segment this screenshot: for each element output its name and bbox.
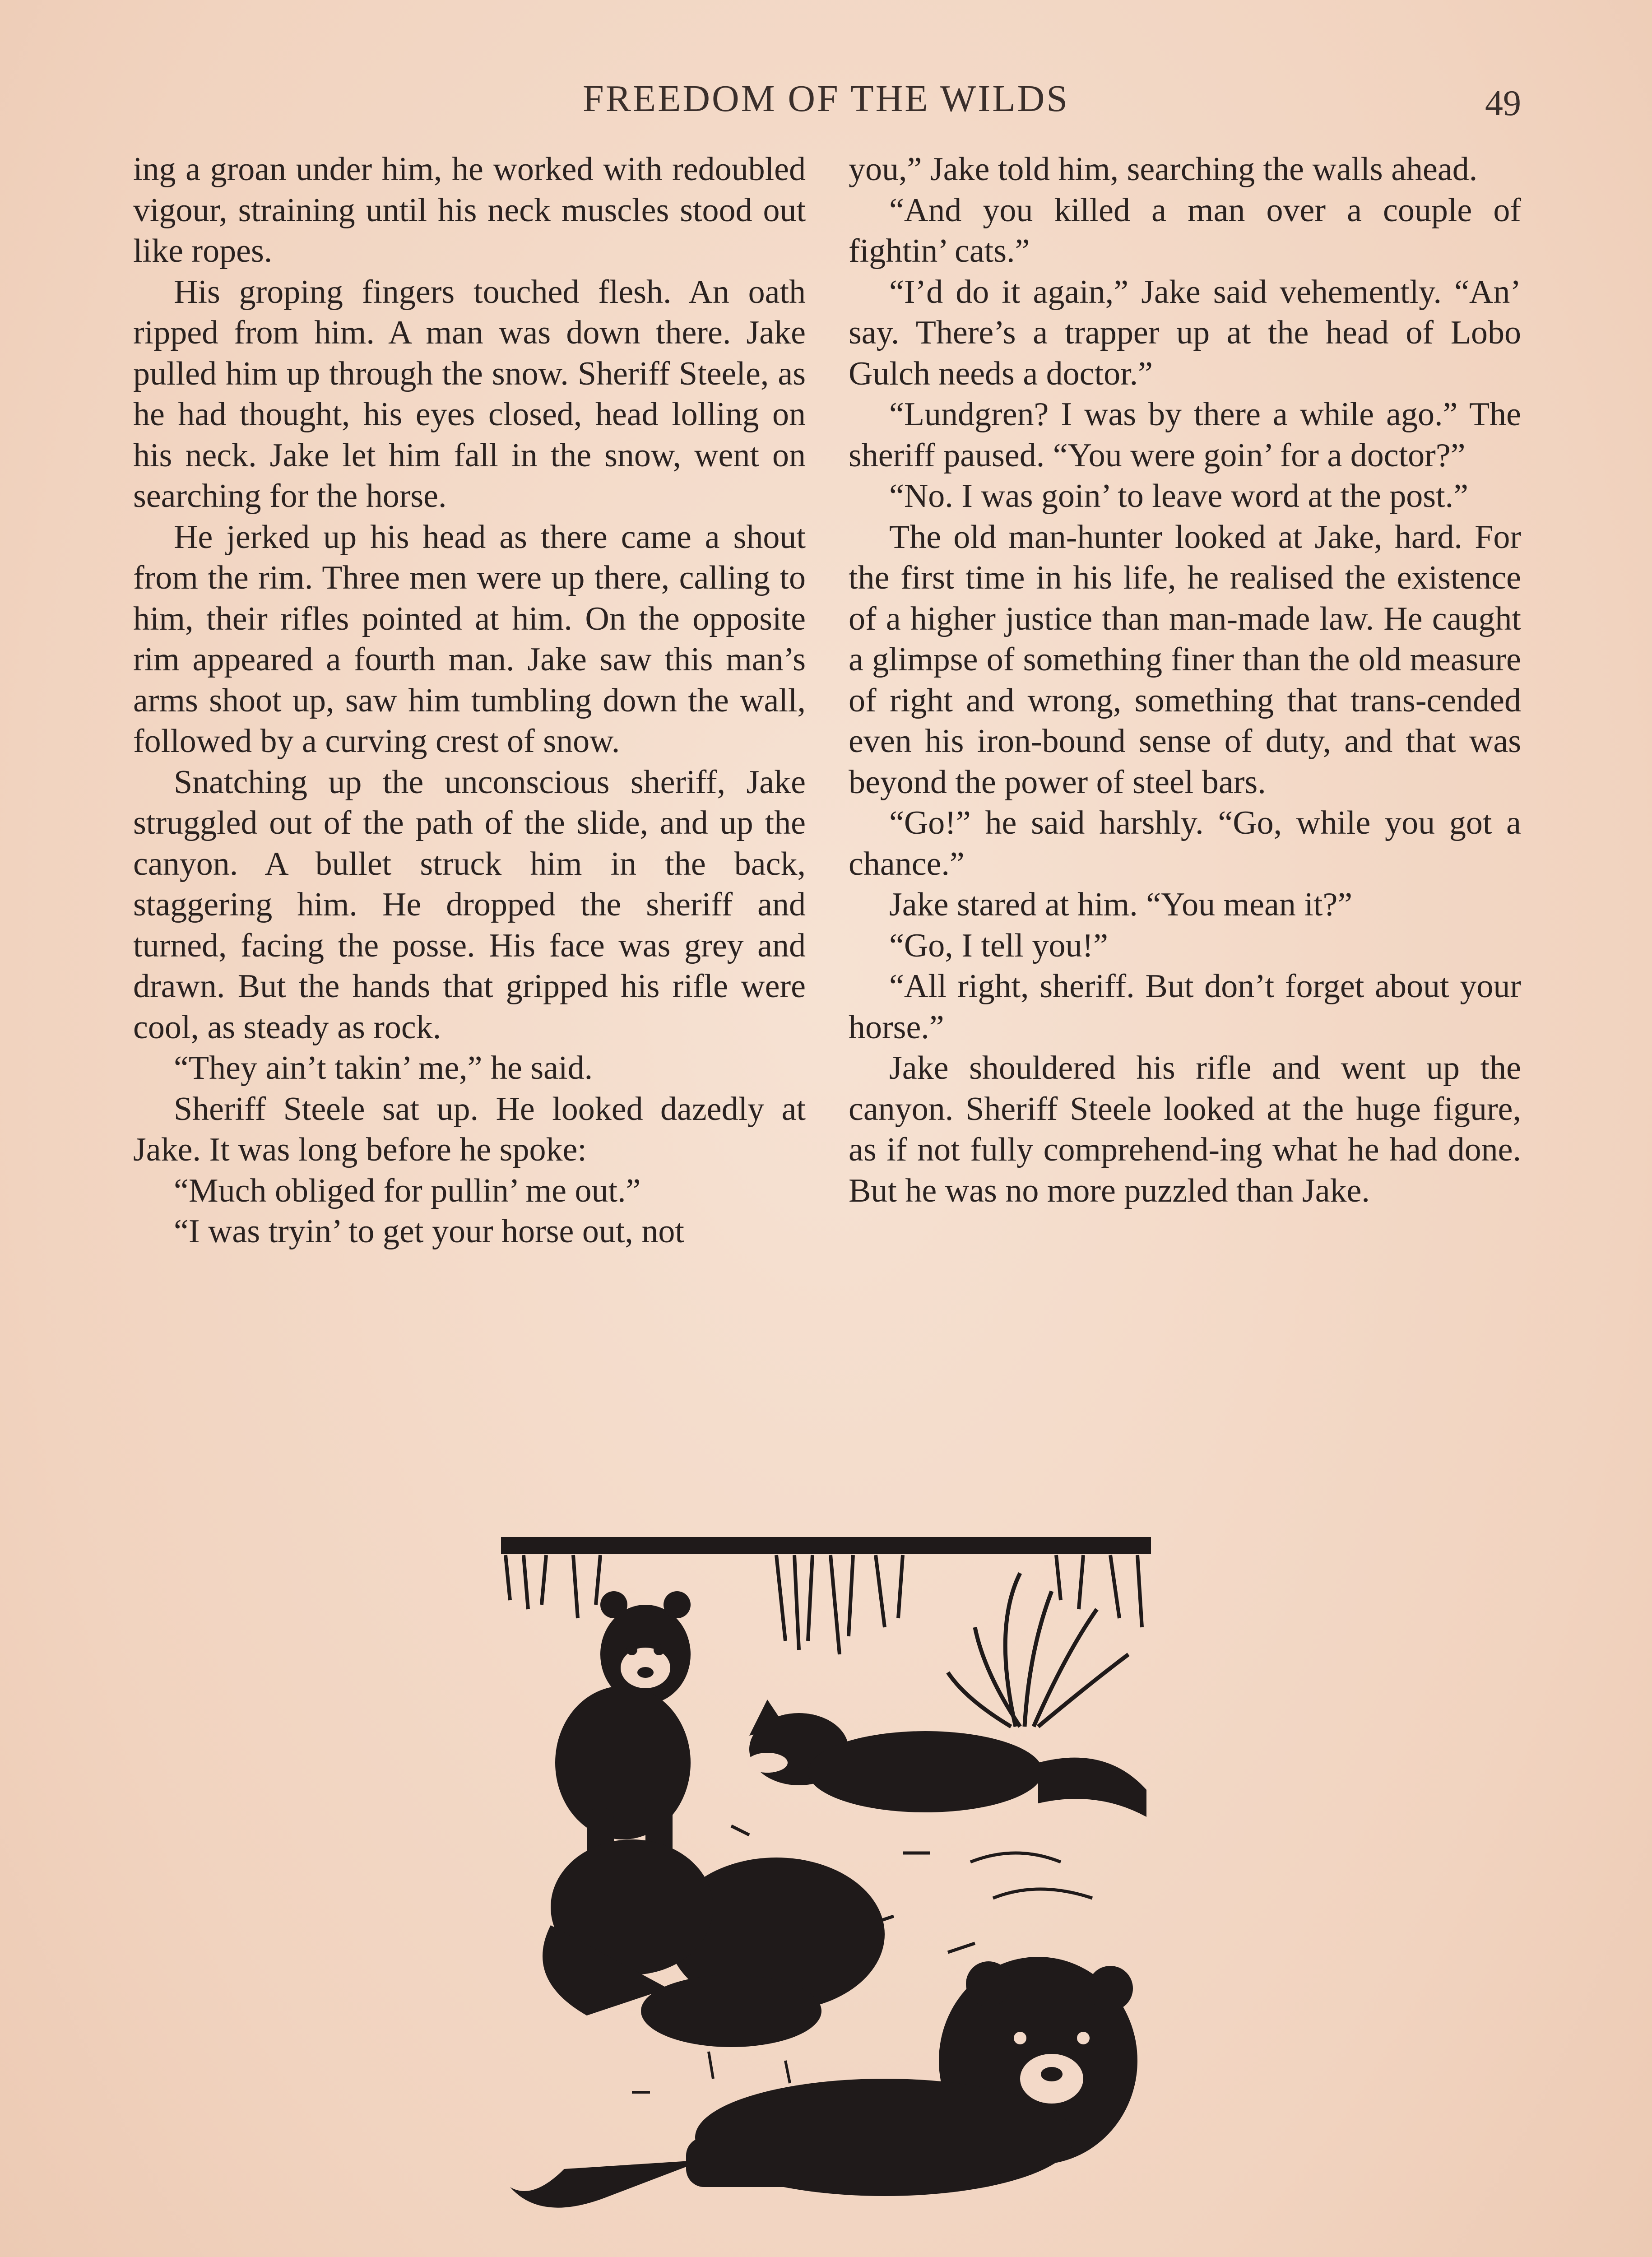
paragraph: “No. I was goin’ to leave word at the post.” <box>889 478 1468 515</box>
paragraph: “Go!” he said harshly. “Go, while you got a chance.” <box>849 804 1521 882</box>
paragraph: “Much obliged for pullin’ me out.” <box>174 1172 641 1209</box>
paragraph: “All right, sheriff. But don’t forget about your horse.” <box>849 968 1521 1046</box>
paragraph: Snatching up the unconscious sheriff, Jake struggled out of the path of the slide, and up the canyon. A bullet struck him in the back, staggering him. He dropped the sheriff and turned, facing the posse. His face was grey and drawn. But the hands that gripped his rifle were cool, as steady as rock. <box>133 763 806 1046</box>
paragraph: Jake shouldered his rifle and went up the canyon. Sheriff Steele looked at the huge figure, as if not fully comprehend-ing what he had done. But he was no more puzzled than Jake. <box>849 1050 1521 1209</box>
paragraph: His groping fingers touched flesh. An oath ripped from him. A man was down there. Jake pulled him up through the snow. Sheriff Steele, as he had thought, his eyes closed, head lolling on his neck. Jake let him fall in the snow, went on searching for the horse. <box>133 273 806 515</box>
right-text-column <box>849 149 1521 1211</box>
woodcut-illustration-bear-cubs <box>497 1537 1165 2237</box>
paragraph: “And you killed a man over a couple of fightin’ cats.” <box>849 191 1521 269</box>
paragraph: “Lundgren? I was by there a while ago.” The sheriff paused. “You were goin’ for a doctor?” <box>849 396 1521 474</box>
paragraph: you,” Jake told him, searching the walls ahead. <box>849 151 1478 188</box>
paragraph: “Go, I tell you!” <box>889 927 1108 964</box>
page-number: 49 <box>1485 84 1521 123</box>
paragraph: The old man-hunter looked at Jake, hard. For the first time in his life, he realised the existence of a higher justice than man-made law. He caught a glimpse of something finer than the old measure of right and wrong, something that trans-cended even his iron-bound sense of duty, and that was beyond the power of steel bars. <box>849 518 1521 801</box>
running-title: FREEDOM OF THE WILDS <box>583 78 1069 120</box>
paragraph: He jerked up his head as there came a shout from the rim. Three men were up there, calling to him, their rifles pointed at him. On the opposite rim appeared a fourth man. Jake saw this man’s arms shoot up, saw him tumbling down the wall, followed by a curving crest of snow. <box>133 518 806 760</box>
paragraph: Jake stared at him. “You mean it?” <box>889 886 1353 923</box>
paragraph: “I’d do it again,” Jake said vehemently. “An’ say. There’s a trapper up at the head of Lobo Gulch needs a doctor.” <box>849 273 1521 392</box>
left-text-column <box>133 149 806 1252</box>
paragraph: “They ain’t takin’ me,” he said. <box>174 1050 593 1087</box>
paragraph: Sheriff Steele sat up. He looked dazedly at Jake. It was long before he spoke: <box>133 1090 806 1168</box>
page-header <box>0 77 1652 126</box>
paragraph: ing a groan under him, he worked with redoubled vigour, straining until his neck muscles stood out like ropes. <box>133 151 806 269</box>
paragraph: “I was tryin’ to get your horse out, not <box>174 1213 684 1250</box>
